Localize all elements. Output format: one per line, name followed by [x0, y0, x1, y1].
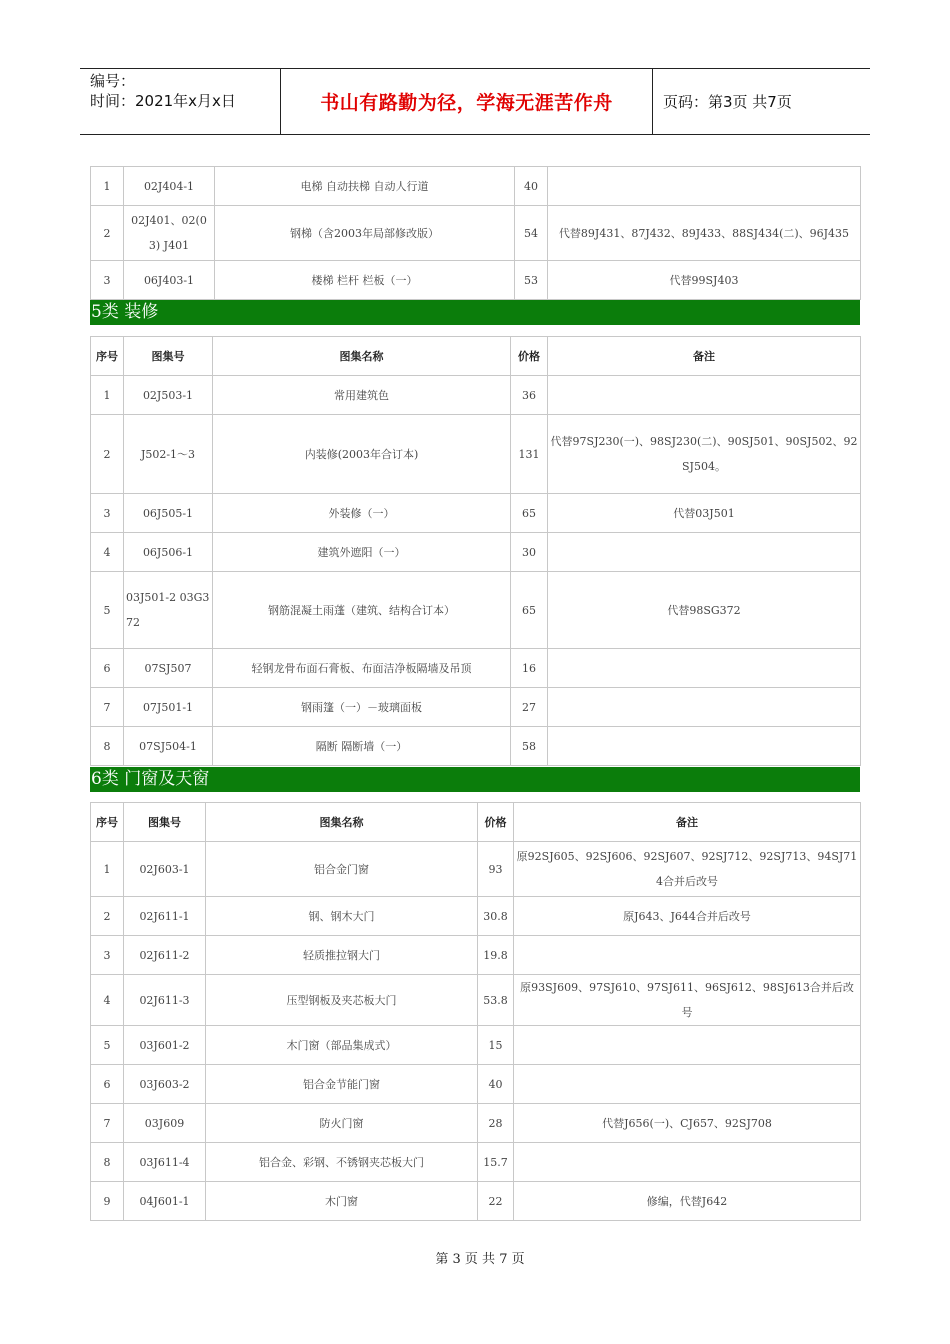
atlas-price: 53: [515, 261, 548, 300]
table-row: [91, 842, 861, 897]
atlas-note: [514, 1026, 861, 1065]
atlas-name-link[interactable]: 铝合金、彩钢、不锈钢夹芯板大门: [206, 1143, 478, 1182]
table-header-row: [91, 803, 861, 842]
atlas-name-link[interactable]: 钢、钢木大门: [206, 897, 478, 936]
atlas-name-link[interactable]: 建筑外遮阳（一）: [213, 533, 511, 572]
atlas-note: [548, 533, 861, 572]
col-header-note: 备注: [548, 337, 861, 376]
atlas-code: 03J609: [124, 1104, 206, 1143]
row-number: 9: [91, 1182, 124, 1221]
table-row: [91, 206, 861, 261]
header-motto: 书山有路勤为径，学海无涯苦作舟: [281, 69, 653, 134]
atlas-price: 30: [511, 533, 548, 572]
atlas-name-link[interactable]: 楼梯 栏杆 栏板（一）: [215, 261, 515, 300]
atlas-price: 27: [511, 688, 548, 727]
row-number: 8: [91, 1143, 124, 1182]
atlas-note: [548, 376, 861, 415]
atlas-name-link[interactable]: 内装修(2003年合订本): [213, 415, 511, 494]
atlas-price: 36: [511, 376, 548, 415]
atlas-code: 03J601-2: [124, 1026, 206, 1065]
atlas-note: 代替J656(一)、CJ657、92SJ708: [514, 1104, 861, 1143]
atlas-note: 代替89J431、87J432、89J433、88SJ434(二)、96J435: [548, 206, 861, 261]
col-header-price: 价格: [478, 803, 514, 842]
atlas-price: 15.7: [478, 1143, 514, 1182]
row-number: 4: [91, 975, 124, 1026]
atlas-note: [548, 727, 861, 766]
document-number-label: 编号：: [90, 72, 136, 90]
section4-table: [90, 166, 861, 300]
atlas-code: 02J611-1: [124, 897, 206, 936]
table-row: [91, 167, 861, 206]
atlas-code: 02J401、02(03) J401: [124, 206, 215, 261]
table-row: [91, 649, 861, 688]
atlas-price: 15: [478, 1026, 514, 1065]
table-row: [91, 261, 861, 300]
col-header-name: 图集名称: [206, 803, 478, 842]
atlas-name-link[interactable]: 轻钢龙骨布面石膏板、布面洁净板隔墙及吊顶: [213, 649, 511, 688]
table-row: [91, 688, 861, 727]
section6-table: [90, 802, 861, 1221]
atlas-code: 07SJ507: [124, 649, 213, 688]
table-row: [91, 415, 861, 494]
atlas-code: 03J611-4: [124, 1143, 206, 1182]
atlas-code: 06J505-1: [124, 494, 213, 533]
atlas-price: 93: [478, 842, 514, 897]
row-number: 6: [91, 649, 124, 688]
row-number: 7: [91, 688, 124, 727]
atlas-name-link[interactable]: 电梯 自动扶梯 自动人行道: [215, 167, 515, 206]
atlas-name-link[interactable]: 钢筋混凝土雨蓬（建筑、结构合订本）: [213, 572, 511, 649]
table-row: [91, 975, 861, 1026]
row-number: 4: [91, 533, 124, 572]
atlas-note: 代替98SG372: [548, 572, 861, 649]
row-number: 3: [91, 261, 124, 300]
atlas-price: 65: [511, 494, 548, 533]
section5-table: [90, 336, 861, 766]
atlas-price: 58: [511, 727, 548, 766]
page-header: [80, 68, 870, 135]
atlas-price: 19.8: [478, 936, 514, 975]
table-row: [91, 572, 861, 649]
atlas-note: [514, 936, 861, 975]
col-header-no: 序号: [91, 337, 124, 376]
atlas-name-link[interactable]: 铝合金门窗: [206, 842, 478, 897]
atlas-price: 16: [511, 649, 548, 688]
atlas-note: [548, 688, 861, 727]
header-meta: [80, 69, 281, 134]
table-row: [91, 533, 861, 572]
table-row: [91, 897, 861, 936]
atlas-price: 28: [478, 1104, 514, 1143]
atlas-name-link[interactable]: 木门窗: [206, 1182, 478, 1221]
page-footer: 第 3 页 共 7 页: [435, 1252, 525, 1267]
table-row: [91, 1065, 861, 1104]
atlas-code: 07J501-1: [124, 688, 213, 727]
atlas-code: 07SJ504-1: [124, 727, 213, 766]
row-number: 3: [91, 494, 124, 533]
atlas-name-link[interactable]: 防火门窗: [206, 1104, 478, 1143]
atlas-code: 02J503-1: [124, 376, 213, 415]
atlas-code: 02J404-1: [124, 167, 215, 206]
section6-title-band: 6类 门窗及天窗: [90, 767, 860, 792]
atlas-code: 06J403-1: [124, 261, 215, 300]
atlas-name-link[interactable]: 铝合金节能门窗: [206, 1065, 478, 1104]
row-number: 2: [91, 415, 124, 494]
document-time-label: 时间：2021年x月x日: [90, 92, 236, 110]
table-header-row: [91, 337, 861, 376]
col-header-code: 图集号: [124, 803, 206, 842]
atlas-note: [548, 167, 861, 206]
atlas-price: 53.8: [478, 975, 514, 1026]
atlas-note: 修编，代替J642: [514, 1182, 861, 1221]
table-row: [91, 936, 861, 975]
row-number: 2: [91, 206, 124, 261]
table-row: [91, 1026, 861, 1065]
atlas-name-link[interactable]: 钢雨篷（一）－玻璃面板: [213, 688, 511, 727]
atlas-note: 原92SJ605、92SJ606、92SJ607、92SJ712、92SJ713、94SJ714合并后改号: [514, 842, 861, 897]
atlas-name-link[interactable]: 木门窗（部品集成式）: [206, 1026, 478, 1065]
section5-title-band: 5类 装修: [90, 300, 860, 325]
atlas-note: [514, 1143, 861, 1182]
atlas-price: 40: [478, 1065, 514, 1104]
atlas-price: 131: [511, 415, 548, 494]
row-number: 2: [91, 897, 124, 936]
atlas-price: 65: [511, 572, 548, 649]
row-number: 1: [91, 167, 124, 206]
atlas-price: 22: [478, 1182, 514, 1221]
table-row: [91, 1104, 861, 1143]
col-header-name: 图集名称: [213, 337, 511, 376]
atlas-note: 代替97SJ230(一)、98SJ230(二)、90SJ501、90SJ502、92SJ504。: [548, 415, 861, 494]
table-row: [91, 494, 861, 533]
atlas-code: 03J501-2 03G372: [124, 572, 213, 649]
atlas-name-link[interactable]: 外装修（一）: [213, 494, 511, 533]
atlas-code: 06J506-1: [124, 533, 213, 572]
atlas-note: [514, 1065, 861, 1104]
row-number: 7: [91, 1104, 124, 1143]
atlas-note: 原J643、J644合并后改号: [514, 897, 861, 936]
col-header-no: 序号: [91, 803, 124, 842]
atlas-code: 04J601-1: [124, 1182, 206, 1221]
atlas-note: 原93SJ609、97SJ610、97SJ611、96SJ612、98SJ613合并后改号: [514, 975, 861, 1026]
atlas-price: 54: [515, 206, 548, 261]
col-header-note: 备注: [514, 803, 861, 842]
row-number: 6: [91, 1065, 124, 1104]
row-number: 1: [91, 376, 124, 415]
atlas-price: 30.8: [478, 897, 514, 936]
row-number: 8: [91, 727, 124, 766]
atlas-code: J502-1～3: [124, 415, 213, 494]
table-row: [91, 376, 861, 415]
atlas-note: [548, 649, 861, 688]
row-number: 1: [91, 842, 124, 897]
row-number: 3: [91, 936, 124, 975]
row-number: 5: [91, 572, 124, 649]
table-row: [91, 1143, 861, 1182]
col-header-code: 图集号: [124, 337, 213, 376]
table-row: [91, 727, 861, 766]
atlas-price: 40: [515, 167, 548, 206]
atlas-name-link[interactable]: 常用建筑色: [213, 376, 511, 415]
atlas-name-link[interactable]: 压型钢板及夹芯板大门: [206, 975, 478, 1026]
atlas-note: 代替99SJ403: [548, 261, 861, 300]
atlas-name-link[interactable]: 轻质推拉钢大门: [206, 936, 478, 975]
atlas-name-link[interactable]: 隔断 隔断墙（一）: [213, 727, 511, 766]
atlas-code: 03J603-2: [124, 1065, 206, 1104]
atlas-code: 02J611-2: [124, 936, 206, 975]
atlas-note: 代替03J501: [548, 494, 861, 533]
table-row: [91, 1182, 861, 1221]
atlas-name-link[interactable]: 钢梯（含2003年局部修改版）: [215, 206, 515, 261]
atlas-code: 02J603-1: [124, 842, 206, 897]
atlas-code: 02J611-3: [124, 975, 206, 1026]
header-page-info: 页码：第3页 共7页: [663, 93, 792, 111]
row-number: 5: [91, 1026, 124, 1065]
col-header-price: 价格: [511, 337, 548, 376]
